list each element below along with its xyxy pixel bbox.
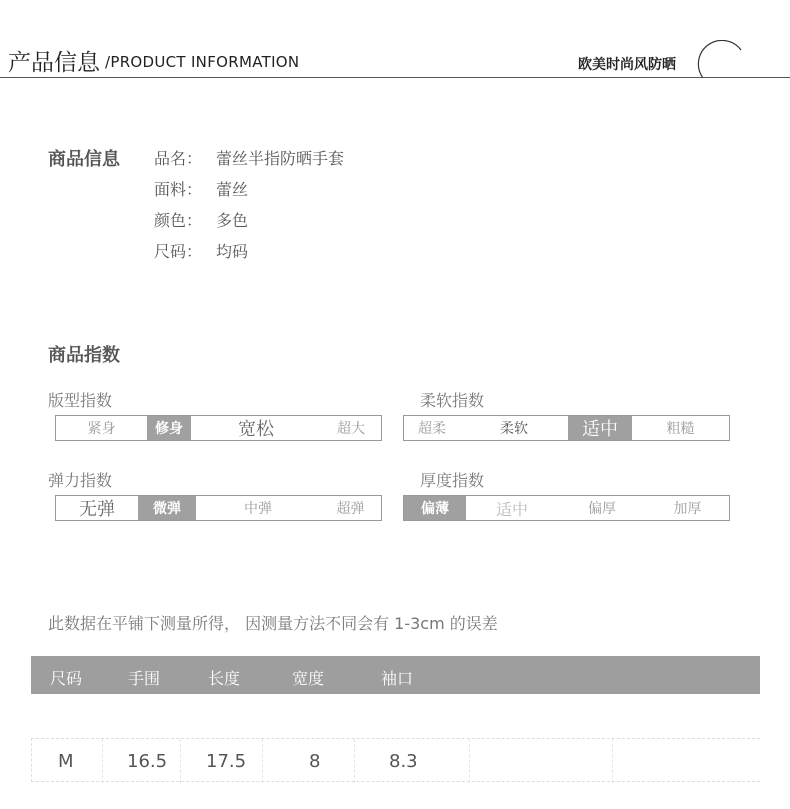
column-header-cuff: 袖口 <box>381 669 414 688</box>
info-value: 均码 <box>216 242 249 261</box>
scale-option-selected: 偏薄 <box>404 496 466 520</box>
cell-cuff: 8.3 <box>389 751 418 772</box>
scale-option-selected: 修身 <box>147 416 191 440</box>
thickness-index-scale <box>403 495 730 521</box>
column-header-length: 长度 <box>208 669 241 688</box>
header-tagline: 欧美时尚风防晒 <box>578 57 676 73</box>
scale-option: 粗糙 <box>666 421 695 437</box>
column-header-size: 尺码 <box>50 669 83 688</box>
info-row-size <box>154 239 248 262</box>
scale-option: 偏厚 <box>588 501 616 517</box>
cell-size: M <box>58 751 74 772</box>
info-row-material <box>154 177 248 200</box>
column-header-width: 宽度 <box>292 669 325 688</box>
product-info-title: 商品信息 <box>48 149 120 170</box>
elasticity-index-label: 弹力指数 <box>48 471 113 490</box>
scale-option: 宽松 <box>238 419 274 440</box>
section-title-en: /PRODUCT INFORMATION <box>105 53 300 71</box>
softness-index-label: 柔软指数 <box>420 391 485 410</box>
scale-option: 超柔 <box>418 421 446 437</box>
info-row-name <box>154 146 344 169</box>
fit-index-label: 版型指数 <box>48 391 113 410</box>
section-title-cn: 产品信息 <box>8 50 100 76</box>
size-table-header <box>31 656 760 694</box>
scale-option: 中弹 <box>244 501 272 517</box>
fit-index-scale <box>55 415 382 441</box>
info-value: 蕾丝半指防晒手套 <box>216 149 345 168</box>
arc-decoration-icon <box>695 40 745 80</box>
scale-option: 适中 <box>495 499 528 519</box>
product-index-title: 商品指数 <box>48 345 120 366</box>
info-value: 多色 <box>216 211 249 230</box>
cell-width: 8 <box>309 751 321 772</box>
scale-option-selected: 适中 <box>568 416 632 440</box>
cell-length: 17.5 <box>206 751 247 772</box>
scale-option: 无弹 <box>79 499 115 520</box>
info-value: 蕾丝 <box>216 180 249 199</box>
softness-index-scale <box>403 415 730 441</box>
thickness-index-label: 厚度指数 <box>420 471 485 490</box>
column-header-hand: 手围 <box>128 669 161 688</box>
scale-option: 柔软 <box>500 421 528 437</box>
elasticity-index-scale <box>55 495 382 521</box>
scale-option-selected: 微弹 <box>138 496 196 520</box>
scale-option: 超弹 <box>336 501 365 517</box>
scale-option: 紧身 <box>87 421 116 437</box>
scale-option: 超大 <box>337 421 365 437</box>
scale-option: 加厚 <box>673 501 702 517</box>
table-row <box>31 738 760 782</box>
info-label: 品名： <box>154 149 203 168</box>
info-row-color <box>154 208 248 231</box>
header-divider <box>0 77 790 78</box>
info-label: 面料： <box>154 180 203 199</box>
measurement-note: 此数据在平铺下测量所得， 因测量方法不同会有 1-3cm 的误差 <box>48 614 498 633</box>
info-label: 颜色： <box>154 211 203 230</box>
cell-hand: 16.5 <box>127 751 168 772</box>
info-label: 尺码： <box>154 242 203 261</box>
